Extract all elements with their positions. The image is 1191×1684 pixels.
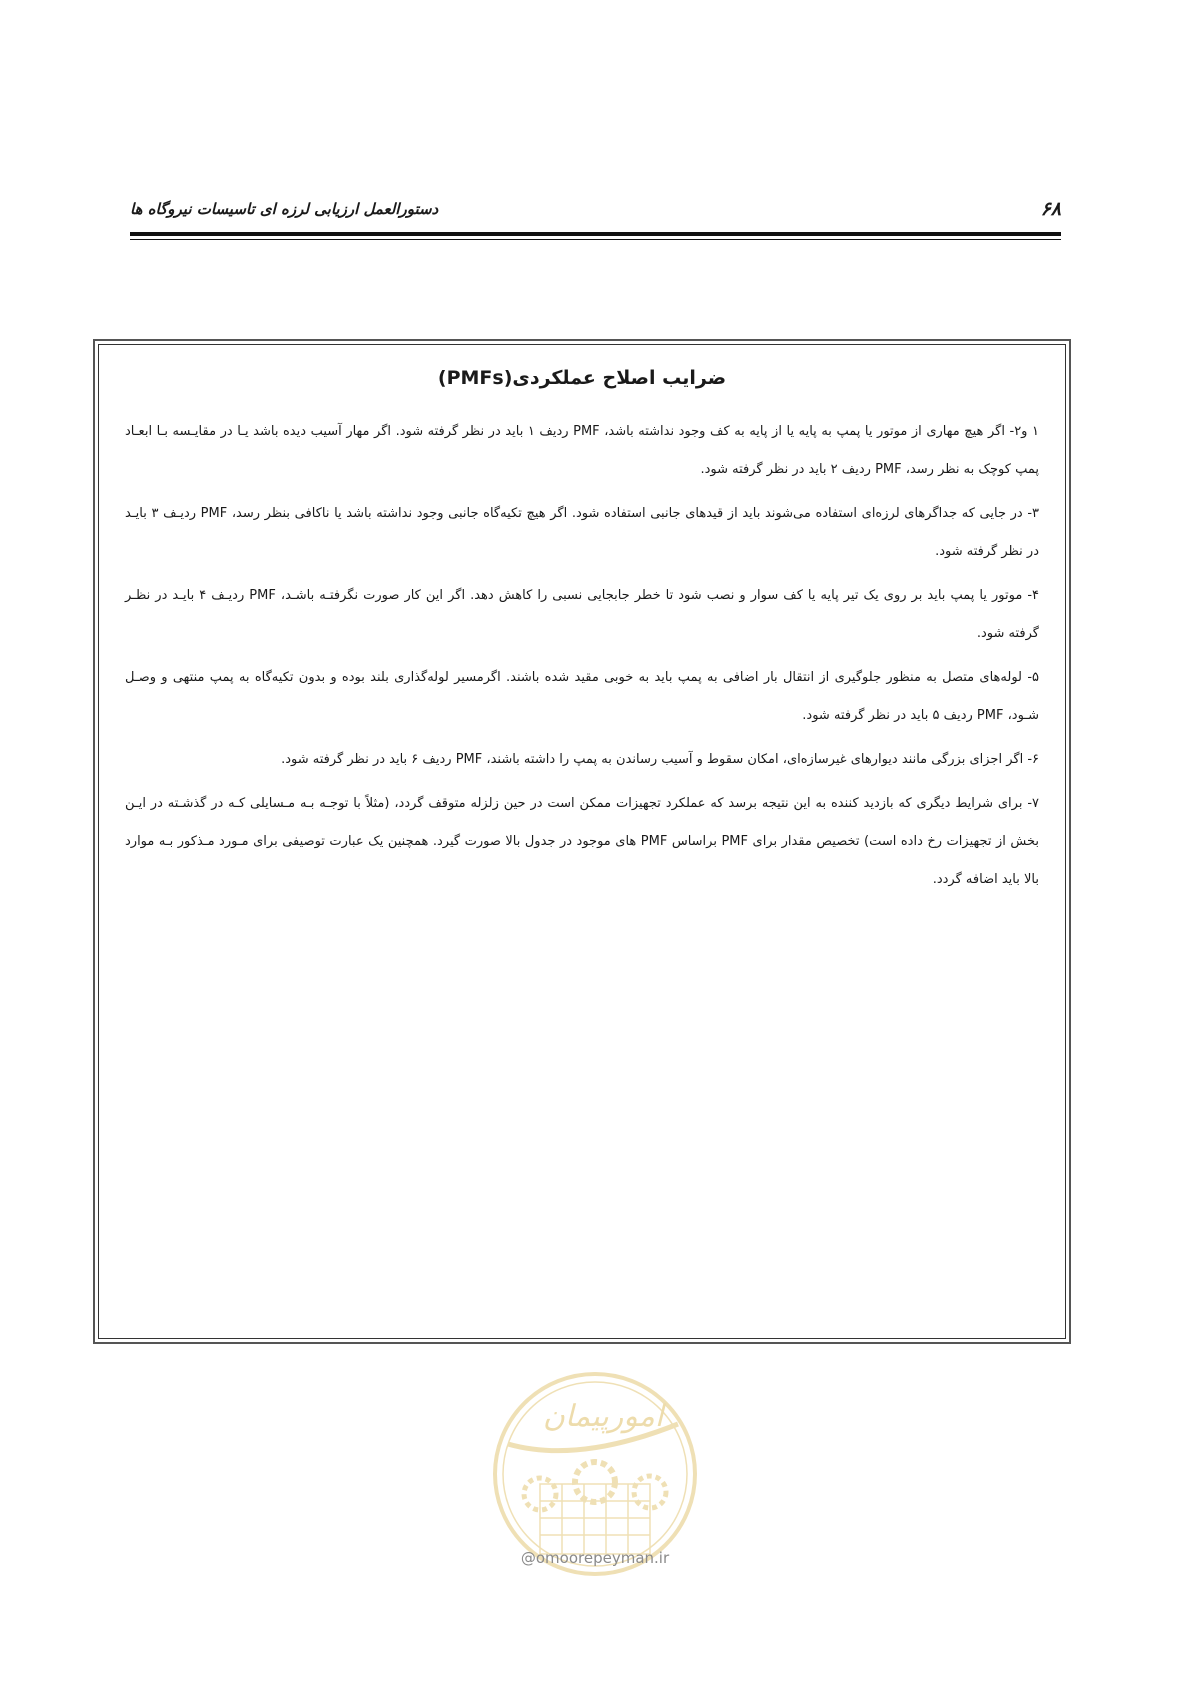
watermark-site [478,1549,712,1567]
paragraph-1: ۱ و۲- اگر هیچ مهاری از موتور یا پمپ به پایه یا از پایه به کف وجود نداشته باشد، PMF ردیف ۱ باید در نظر گرفته شود. اگر مهار آسیب دیده باشد یـا در مقایـسه بـا ابعـاد پمپ کوچک به نظر رسد، PMF ردیف ۲ باید در نظر گرفته شود. [125,424,1039,477]
watermark-site-text: omoorepeyman.ir [535,1549,670,1567]
pmf-box [98,344,1066,1339]
paragraph-3: ۴- موتور یا پمپ باید بر روی یک تیر پایه یا کف سوار و نصب شود تا خطر جابجایی نسبی را کاهش دهد. اگر این کار صورت نگرفتـه باشـد، PMF ردیـف ۴ بایـد در نظـر گرفته شود. [125,588,1039,641]
paragraph-5: ۶- اگر اجزای بزرگی مانند دیوارهای غیرسازه‌ای، امکان سقوط و آسیب رساندن به پمپ را داشته باشند، PMF ردیف ۶ باید در نظر گرفته شود. [281,752,1039,767]
header-rule-thin [130,239,1061,240]
at-icon: @ [520,1549,536,1567]
paragraph-6: ۷- برای شرایط دیگری که بازدید کننده به این نتیجه برسد که عملکرد تجهیزات ممکن است در حین زلزله متوقف گردد، (مثلاً با توجـه بـه مـسایلی کـه در گذشـته در ایـن بخش از تجهیزات رخ داده است) تخصیص مقدار برای PMF براساس PMF های موجود در جدول بالا صورت گیرد. همچنین یک عبارت توصیفی برای مـورد مـذکور بـه موارد بالا باید اضافه گردد. [125,796,1039,887]
paragraph-4: ۵- لوله‌های متصل به منظور جلوگیری از انتقال بار اضافی به پمپ باید به خوبی مقید شده باشند. اگرمسیر لوله‌گذاری بلند بوده و بدون تکیه‌گاه به پمپ منتهی و وصـل شـود، PMF ردیف ۵ باید در نظر گرفته شود. [125,670,1039,723]
watermark-logo [478,1334,712,1624]
page-number: ۶۸ [1040,198,1061,220]
watermark-logo-text: امورپیمان [542,1399,664,1434]
header-rule [130,232,1061,236]
running-title: دستورالعمل ارزیابی لرزه ای تاسیسات نیروگاه ها [130,200,439,218]
box-title: ضرایب اصلاح عملکردی(PMFs) [437,367,727,389]
paragraph-2: ۳- در جایی که جداگرهای لرزه‌ای استفاده می‌شوند باید از قیدهای جانبی استفاده شود. اگر هیچ تکیه‌گاه جانبی وجود نداشته باشد یا ناکافی بنظر رسد، PMF ردیـف ۳ بایـد در نظر گرفته شود. [125,506,1039,559]
